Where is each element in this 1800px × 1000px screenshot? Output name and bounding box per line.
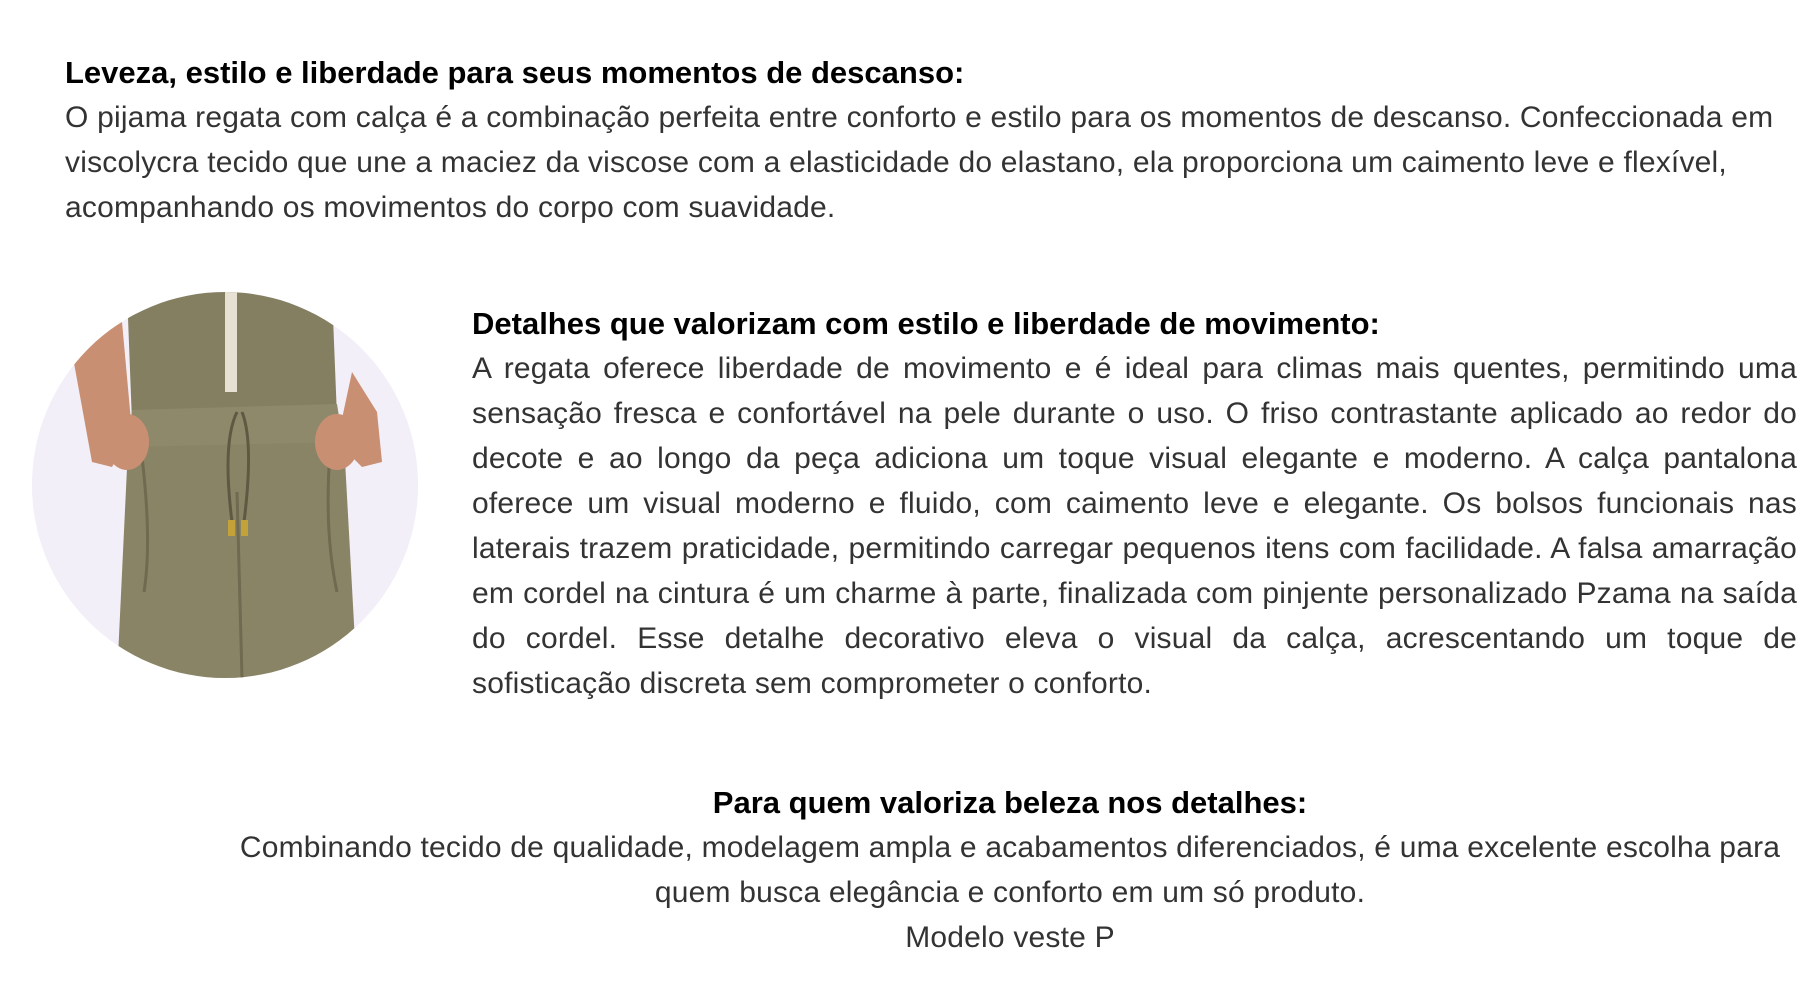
closing-heading: Para quem valoriza beleza nos detalhes: <box>712 785 1308 820</box>
closing-paragraph: Combinando tecido de qualidade, modelagem ampla e acabamentos diferenciados, é uma excelente escolha para quem busca elegância e conforto em um só produto. <box>239 831 1781 909</box>
intro-heading: Leveza, estilo e liberdade para seus momentos de descanso: <box>65 55 965 90</box>
intro-paragraph: O pijama regata com calça é a combinação perfeita entre conforto e estilo para os momentos de descanso. Confeccionada em viscolycra tecido que une a maciez da viscose com a elasticidade do elastano, ela proporciona um caimento leve e flexível, acompanhando os movimentos do corpo com suavidade. <box>65 101 1774 224</box>
details-paragraph: A regata oferece liberdade de movimento e é ideal para climas mais quentes, permitindo uma sensação fresca e confortável na pele durante o uso. O friso contrastante aplicado ao redor do decote e ao longo da peça adiciona um toque visual elegante e moderno. A calça pantalona oferece um visual moderno e fluido, com caimento leve e elegante. Os bolsos funcionais nas laterais trazem praticidade, permitindo carregar pequenos itens com facilidade. A falsa amarração em cordel na cintura é um charme à parte, finalizada com pinjente personalizado Pzama na saída do cordel. Esse detalhe decorativo eleva o visual da calça, acrescentando um toque de sofisticação discreta sem comprometer o conforto. <box>472 352 1797 700</box>
size-note: Modelo veste P <box>905 921 1115 954</box>
details-section <box>472 301 1797 706</box>
details-heading: Detalhes que valorizam com estilo e liberdade de movimento: <box>472 306 1380 341</box>
intro-section <box>65 50 1785 230</box>
product-photo <box>32 292 418 678</box>
closing-section <box>230 780 1790 960</box>
